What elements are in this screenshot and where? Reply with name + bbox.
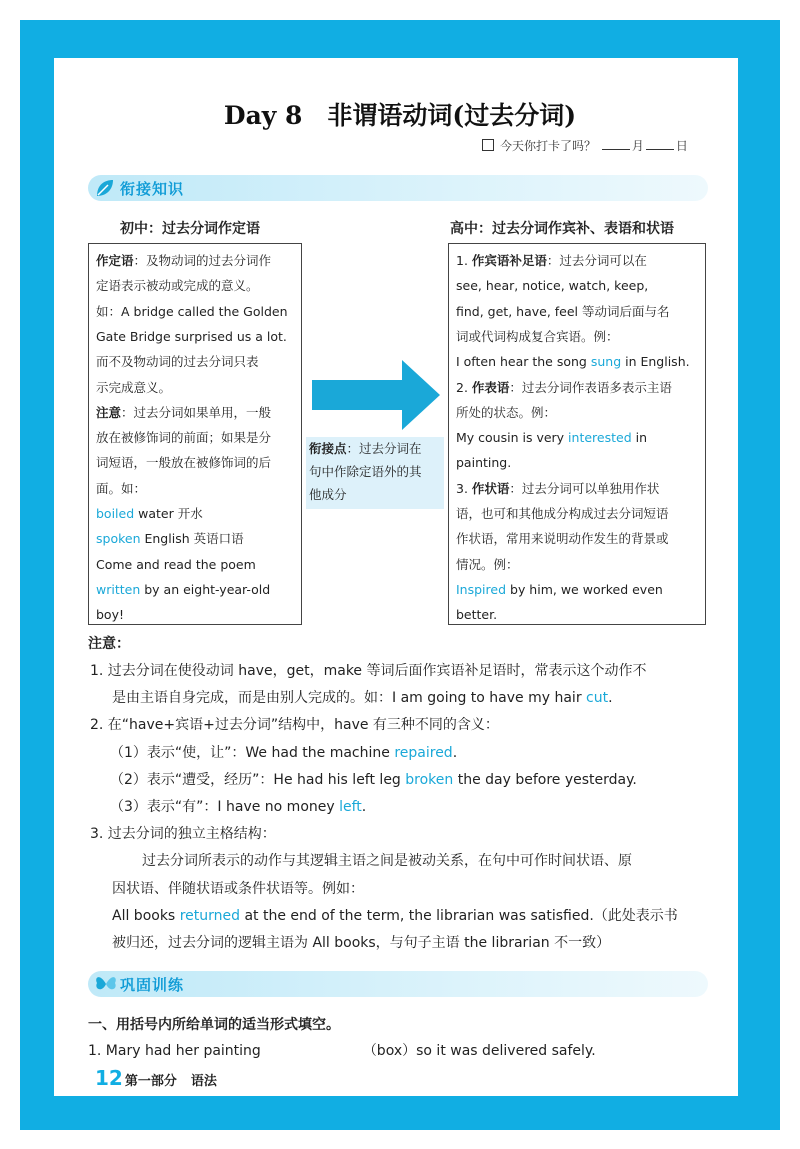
junior-heading: 初中：过去分词作定语 [120,221,260,237]
text-span: （2）表示“遭受，经历”：He had his left leg [110,771,406,788]
text-span: water 开水 [134,506,203,521]
text-span: 1. 过去分词在使役动词 have，get，make 等词后面作宾语补足语时，常表示这个动作不 [90,663,647,679]
senior-box [448,243,706,625]
text-span: 定语表示被动或完成的意义。 [96,278,259,294]
text-line [96,430,271,446]
text-span: 2. [456,379,472,395]
text-span: Gate Bridge surprised us a lot. [96,328,287,344]
text-line [456,506,669,522]
section-title-practice: 巩固训练 [120,976,185,994]
text-line [456,278,648,294]
text-line [456,354,690,370]
text-line [456,582,663,598]
senior-heading: 高中：过去分词作宾补、表语和状语 [450,221,674,237]
question-1-hint: （box）so it was delivered safely. [362,1043,596,1059]
text-line [96,455,271,471]
text-span: 1. [456,253,472,268]
highlight-word: spoken [96,531,141,547]
text-line [456,405,556,421]
text-span: ：过去分词作表语多表示主语 [509,379,672,395]
text-line [456,531,669,547]
text-span: the day before yesterday. [453,771,637,788]
text-span: see, hear, notice, watch, keep, [456,278,649,294]
butterfly-icon [94,973,118,999]
text-line [112,932,610,952]
highlight-word: cut [586,690,609,707]
text-line [96,557,256,573]
page-title: Day 8 非谓语动词(过去分词) [223,101,577,130]
text-span: English 英语口语 [140,531,244,547]
text-span: ：过去分词在 [346,441,422,456]
text-span: 面。如： [96,480,147,496]
text-span: 过去分词所表示的动作与其逻辑主语之间是被动关系，在句中可作时间状语、原 [142,853,632,870]
text-line [96,405,271,421]
text-span: 3. [456,480,472,496]
text-line [456,430,647,446]
checkin-text: 今天你打卡了吗？ [500,139,597,153]
section-header-link-knowledge [88,175,708,201]
day-label: 日 [675,139,688,153]
junior-box [88,243,302,625]
bold-term: 注意 [96,404,122,420]
footer-part: 第一部分 [124,1074,177,1089]
checkin-checkbox[interactable] [482,139,494,151]
text-span: My cousin is very [456,430,569,446]
highlight-word: broken [405,771,454,788]
page-frame-right [738,20,780,1130]
text-span: 示完成意义。 [96,379,172,395]
text-span: 如：A bridge called the Golden [96,303,288,319]
text-line [309,441,422,457]
text-span: （3）表示“有”：I have no money [110,799,340,815]
text-line [96,329,287,345]
bold-term: 作表语 [471,379,510,395]
text-span: 因状语、伴随状语或条件状语等。例如： [112,880,364,897]
text-line [456,329,619,345]
text-line [112,878,364,898]
text-span: 词短语，一般放在被修饰词的后 [96,455,272,471]
text-span: （1）表示“使，让”：We had the machine [110,744,395,761]
text-span: 所处的状态。例： [456,404,557,420]
text-span: find, get, have, feel 等动词后面与名 [456,303,670,319]
text-span: painting. [456,455,512,471]
text-span: by an eight-year-old [140,581,271,597]
highlight-word: left [339,799,362,815]
text-line [90,714,499,734]
right-arrow-icon [312,360,442,434]
day-blank [646,139,674,150]
text-span: boy! [96,607,124,623]
highlight-word: written [96,581,141,597]
question-1 [88,1040,596,1060]
text-line [309,487,347,503]
text-span: better. [456,607,498,623]
text-span: 是由主语自身完成，而是由别人完成的。如：I am going to have my hair [112,690,587,707]
text-line [456,253,647,269]
text-span: 词或代词构成复合宾语。例： [456,328,619,344]
text-span: at the end of the term, the librarian was satisfied.（此处表示书 [240,907,678,924]
page-frame-top [20,20,780,58]
exercise-title: 一、用括号内所给单词的适当形式填空。 [88,1017,340,1033]
text-line [96,481,146,497]
text-line [96,380,171,396]
footer-topic: 语法 [190,1074,217,1089]
bold-term: 作宾语补足语 [471,253,547,268]
bold-term: 作状语 [471,480,510,496]
text-span: in English. [621,354,690,370]
highlight-word: repaired [394,744,453,761]
text-line [456,607,497,623]
text-span: Come and read the poem [96,556,256,572]
text-line [96,531,244,547]
text-line [112,905,678,925]
text-span: by him, we worked even [506,581,663,597]
text-line [96,253,271,269]
text-span: 语，也可和其他成分构成过去分词短语 [456,506,669,521]
month-label: 月 [631,139,644,153]
text-span: . [452,744,458,761]
page-frame-bottom [20,1096,780,1130]
page-frame-left [20,20,54,1130]
text-line [456,481,659,497]
text-line [96,582,270,598]
text-span: 放在被修饰词的前面；如果是分 [96,430,272,446]
text-line [90,823,276,843]
text-span: . [608,690,613,707]
text-span: in [631,430,648,446]
month-blank [602,139,630,150]
page-footer [95,1066,217,1090]
text-span: 作状语，常用来说明动作发生的背景或 [456,531,669,547]
bold-term: 衔接点 [309,441,347,456]
checkin-line [482,137,688,154]
text-span: 被归还，过去分词的逻辑主语为 All books，与句子主语 the librarian 不一致） [112,935,611,951]
highlight-word: Inspired [456,581,507,597]
highlight-word: boiled [96,506,135,521]
text-span: ：及物动词的过去分词作 [133,253,272,268]
section-header-practice [88,971,708,997]
text-span: I often hear the song [456,354,591,370]
text-line [456,557,519,573]
text-line [96,506,203,522]
text-span: 情况。例： [456,556,519,572]
text-span: 句中作除定语外的其 [309,464,422,479]
text-line [96,304,288,320]
text-span: 他成分 [309,487,347,502]
text-line [112,687,613,707]
text-line [456,455,511,471]
text-line [110,796,366,816]
notes-title: 注意： [88,636,130,652]
highlight-word: interested [568,430,632,446]
text-line [96,278,259,294]
text-line [142,850,632,870]
text-line [110,742,457,762]
text-span: 3. 过去分词的独立主格结构： [90,826,276,843]
text-span: ：过去分词可以单独用作状 [509,480,660,496]
text-span: . [361,799,367,815]
question-1-stem: 1. Mary had her painting [88,1043,261,1059]
text-span: ：过去分词可以在 [546,253,647,268]
text-line [96,607,124,623]
text-line [110,769,637,789]
link-point-box [306,437,444,509]
text-line [456,304,670,320]
highlight-word: sung [590,354,622,370]
text-span: 2. 在“have+宾语+过去分词”结构中，have 有三种不同的含义： [90,717,499,734]
text-span: 而不及物动词的过去分词只表 [96,354,259,370]
page-number: 12 [95,1066,123,1090]
highlight-word: returned [179,907,240,924]
section-title-link: 衔接知识 [120,180,185,198]
text-line [456,380,672,396]
leaf-icon [94,177,116,203]
text-line [90,660,647,680]
text-span: ：过去分词如果单用，一般 [121,404,272,420]
text-line [309,464,422,480]
text-line [96,354,259,370]
text-span: All books [112,907,180,924]
bold-term: 作定语 [96,253,134,268]
